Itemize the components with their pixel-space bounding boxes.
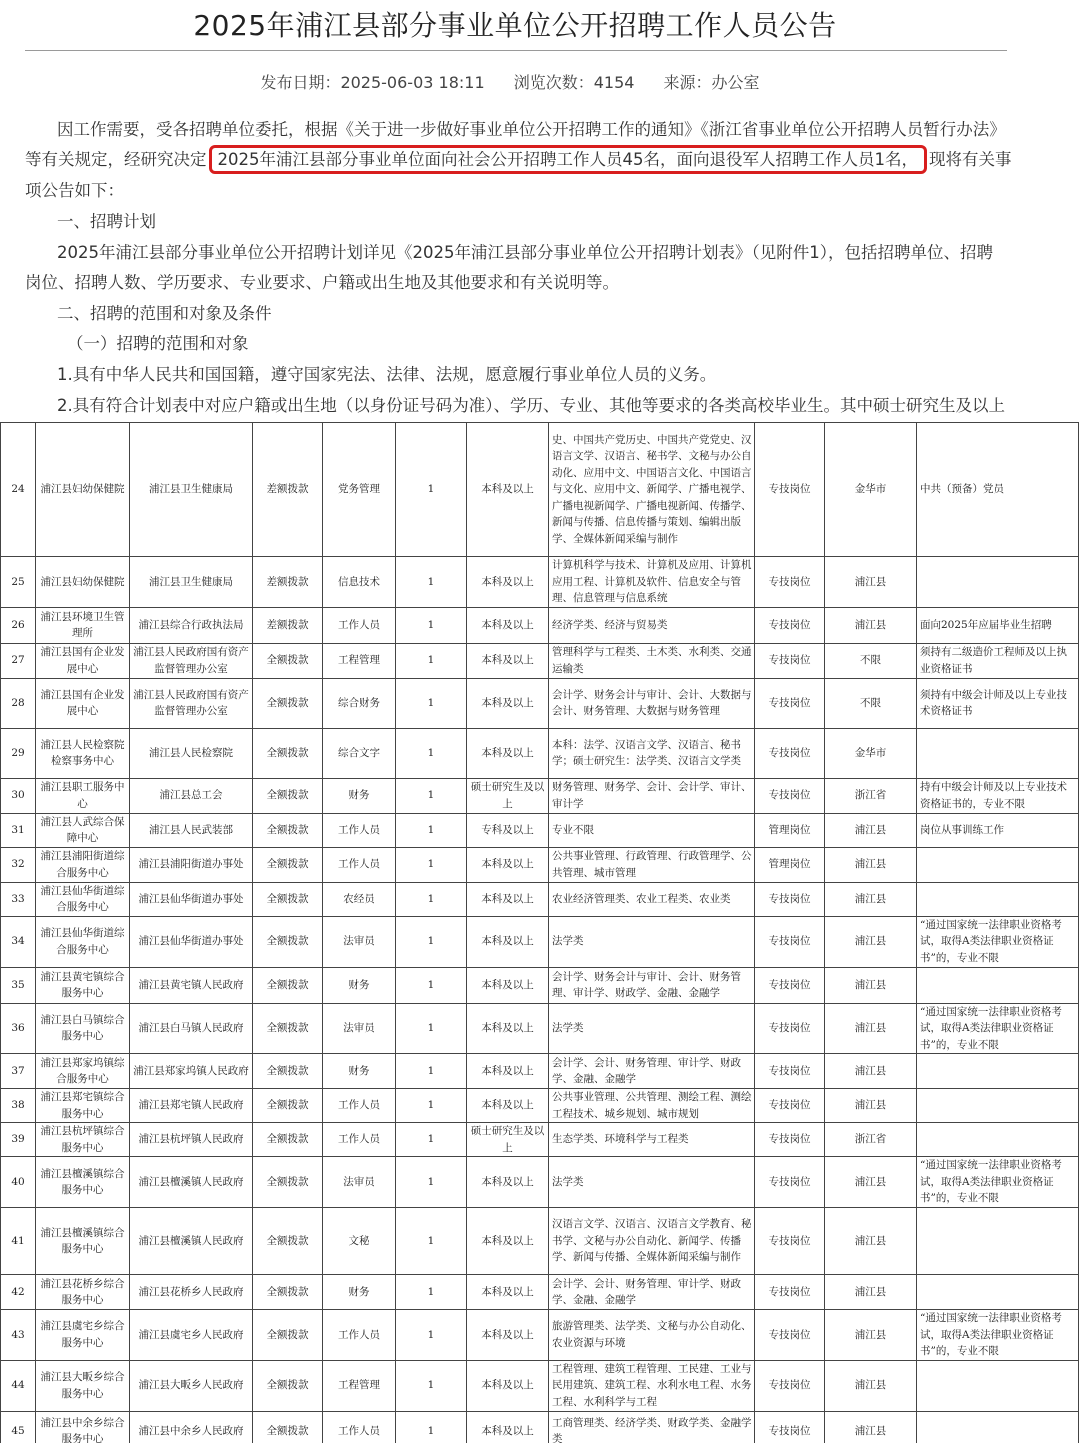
household-region-cell: 浦江县 (825, 916, 917, 967)
position-name-cell: 文秘 (323, 1208, 396, 1275)
major-requirement-cell: 生态学类、环境科学与工程类 (549, 1123, 755, 1157)
other-requirements-cell (917, 728, 1079, 778)
other-requirements-cell (917, 1123, 1079, 1157)
page-title: 2025年浦江县部分事业单位公开招聘工作人员公告 (193, 9, 837, 42)
table-row (1, 557, 1079, 608)
headcount-cell: 1 (396, 643, 467, 678)
position-name-cell: 工作人员 (323, 1123, 396, 1157)
headcount-cell: 1 (396, 1157, 467, 1208)
position-name-cell: 法审员 (323, 916, 396, 967)
household-region-cell: 浦江县 (825, 813, 917, 847)
recruiting-unit-cell: 浦江县人武综合保障中心 (36, 813, 130, 847)
row-number-cell: 25 (1, 557, 36, 608)
household-region-cell: 不限 (825, 678, 917, 728)
recruitment-plan-table-wrapper (0, 422, 1080, 1443)
position-category-cell: 专技岗位 (755, 1411, 825, 1443)
other-requirements-cell: 须持有中级会计师及以上专业技术资格证书 (917, 678, 1079, 728)
table-row (1, 423, 1079, 557)
major-requirement-cell: 会计学、会计、财务管理、审计学、财政学、金融、金融学 (549, 1275, 755, 1310)
supervising-department-cell: 浦江县人民武装部 (130, 813, 253, 847)
table-row (1, 967, 1079, 1003)
article-meta (0, 70, 1020, 93)
table-row (1, 847, 1079, 882)
position-category-cell: 专技岗位 (755, 916, 825, 967)
other-requirements-cell: 面向2025年应届毕业生招聘 (917, 607, 1079, 643)
education-requirement-cell: 专科及以上 (467, 813, 549, 847)
major-requirement-cell: 史、中国共产党历史、中国共产党党史、汉语言文学、汉语言、秘书学、文秘与办公自动化、应用中文、中国语言文化、中国语言与文化、应用中文、新闻学、广播电视学、广播电视新闻学、广播电视新闻、传播学、新闻与传播、信息传播与策划、编辑出版学、全媒体新闻采编与制作 (549, 423, 755, 557)
recruiting-unit-cell: 浦江县环境卫生管理所 (36, 607, 130, 643)
row-number-cell: 35 (1, 967, 36, 1003)
education-requirement-cell: 本科及以上 (467, 1003, 549, 1054)
recruiting-unit-cell: 浦江县黄宅镇综合服务中心 (36, 967, 130, 1003)
title-divider (25, 50, 1007, 51)
position-category-cell: 专技岗位 (755, 1208, 825, 1275)
position-name-cell: 财务 (323, 967, 396, 1003)
row-number-cell: 33 (1, 882, 36, 916)
other-requirements-cell (917, 557, 1079, 608)
row-number-cell: 30 (1, 778, 36, 813)
major-requirement-cell: 本科：法学、汉语言文学、汉语言、秘书学；硕士研究生：法学类、汉语言文学类 (549, 728, 755, 778)
major-requirement-cell: 工商管理类、经济学类、财政学类、金融学类 (549, 1411, 755, 1443)
position-name-cell: 信息技术 (323, 557, 396, 608)
household-region-cell: 浦江县 (825, 1275, 917, 1310)
other-requirements-cell: 中共（预备）党员 (917, 423, 1079, 557)
other-requirements-cell (917, 847, 1079, 882)
table-row (1, 728, 1079, 778)
position-name-cell: 财务 (323, 1054, 396, 1089)
position-name-cell: 综合文字 (323, 728, 396, 778)
funding-type-cell: 差额拨款 (253, 607, 323, 643)
supervising-department-cell: 浦江县白马镇人民政府 (130, 1003, 253, 1054)
intro-line-2 (25, 146, 1012, 170)
intro-line-2-pre: 等有关规定，经研究决定 (25, 150, 207, 169)
major-requirement-cell: 公共事业管理、公共管理、测绘工程、测绘工程技术、城乡规划、城市规划 (549, 1089, 755, 1123)
headcount-cell: 1 (396, 882, 467, 916)
table-row (1, 813, 1079, 847)
major-requirement-cell: 法学类 (549, 1157, 755, 1208)
condition-item-1: 1.具有中华人民共和国国籍，遵守国家宪法、法律、法规，愿意履行事业单位人员的义务。 (57, 365, 717, 384)
position-name-cell: 工作人员 (323, 847, 396, 882)
recruiting-unit-cell: 浦江县浦阳街道综合服务中心 (36, 847, 130, 882)
table-row (1, 1411, 1079, 1443)
funding-type-cell: 差额拨款 (253, 423, 323, 557)
supervising-department-cell: 浦江县卫生健康局 (130, 423, 253, 557)
supervising-department-cell: 浦江县郑家坞镇人民政府 (130, 1054, 253, 1089)
table-row (1, 1157, 1079, 1208)
other-requirements-cell (917, 882, 1079, 916)
headcount-cell: 1 (396, 1208, 467, 1275)
household-region-cell: 浦江县 (825, 1310, 917, 1361)
headcount-cell: 1 (396, 1054, 467, 1089)
row-number-cell: 45 (1, 1411, 36, 1443)
supervising-department-cell: 浦江县人民政府国有资产监督管理办公室 (130, 643, 253, 678)
supervising-department-cell: 浦江县檀溪镇人民政府 (130, 1157, 253, 1208)
recruitment-plan-table (0, 422, 1079, 1443)
education-requirement-cell: 本科及以上 (467, 916, 549, 967)
household-region-cell: 浦江县 (825, 967, 917, 1003)
position-category-cell: 专技岗位 (755, 643, 825, 678)
row-number-cell: 32 (1, 847, 36, 882)
supervising-department-cell: 浦江县郑宅镇人民政府 (130, 1089, 253, 1123)
education-requirement-cell: 本科及以上 (467, 1360, 549, 1411)
position-name-cell: 工程管理 (323, 1360, 396, 1411)
funding-type-cell: 全额拨款 (253, 1003, 323, 1054)
position-category-cell: 专技岗位 (755, 1054, 825, 1089)
intro-line-2-post: 现将有关事 (929, 150, 1012, 169)
other-requirements-cell (917, 1054, 1079, 1089)
row-number-cell: 39 (1, 1123, 36, 1157)
education-requirement-cell: 本科及以上 (467, 678, 549, 728)
recruiting-unit-cell: 浦江县虞宅乡综合服务中心 (36, 1310, 130, 1361)
row-number-cell: 31 (1, 813, 36, 847)
position-category-cell: 专技岗位 (755, 882, 825, 916)
position-category-cell: 专技岗位 (755, 1157, 825, 1208)
position-name-cell: 法审员 (323, 1003, 396, 1054)
position-category-cell: 专技岗位 (755, 778, 825, 813)
intro-line-1: 因工作需要，受各招聘单位委托，根据《关于进一步做好事业单位公开招聘工作的通知》《浙江省事业单位公开招聘人员暂行办法》 (57, 120, 1006, 139)
major-requirement-cell: 汉语言文学、汉语言、汉语言文学教育、秘书学、文秘与办公自动化、新闻学、传播学、新闻与传播、全媒体新闻采编与制作 (549, 1208, 755, 1275)
education-requirement-cell: 本科及以上 (467, 423, 549, 557)
education-requirement-cell: 本科及以上 (467, 643, 549, 678)
intro-line-3: 项公告如下： (25, 181, 124, 200)
section-1-line-1: 2025年浦江县部分事业单位公开招聘计划详见《2025年浦江县部分事业单位公开招聘计划表》（见附件1），包括招聘单位、招聘 (57, 243, 993, 262)
headcount-cell: 1 (396, 1411, 467, 1443)
education-requirement-cell: 本科及以上 (467, 882, 549, 916)
education-requirement-cell: 本科及以上 (467, 1157, 549, 1208)
position-category-cell: 专技岗位 (755, 1123, 825, 1157)
headcount-cell: 1 (396, 847, 467, 882)
position-name-cell: 工作人员 (323, 1411, 396, 1443)
position-name-cell: 党务管理 (323, 423, 396, 557)
household-region-cell: 金华市 (825, 728, 917, 778)
row-number-cell: 37 (1, 1054, 36, 1089)
major-requirement-cell: 法学类 (549, 1003, 755, 1054)
major-requirement-cell: 专业不限 (549, 813, 755, 847)
table-row (1, 882, 1079, 916)
row-number-cell: 29 (1, 728, 36, 778)
table-row (1, 1054, 1079, 1089)
recruiting-unit-cell: 浦江县花桥乡综合服务中心 (36, 1275, 130, 1310)
headcount-cell: 1 (396, 1123, 467, 1157)
major-requirement-cell: 会计学、财务会计与审计、会计、财务管理、审计学、财政学、金融、金融学 (549, 967, 755, 1003)
funding-type-cell: 全额拨款 (253, 1157, 323, 1208)
funding-type-cell: 全额拨款 (253, 643, 323, 678)
recruiting-unit-cell: 浦江县檀溪镇综合服务中心 (36, 1157, 130, 1208)
supervising-department-cell: 浦江县人民检察院 (130, 728, 253, 778)
funding-type-cell: 全额拨款 (253, 1054, 323, 1089)
headcount-cell: 1 (396, 557, 467, 608)
major-requirement-cell: 工程管理、建筑工程管理、工民建、工业与民用建筑、建筑工程、水利水电工程、水务工程、水利科学与工程 (549, 1360, 755, 1411)
table-row (1, 1089, 1079, 1123)
other-requirements-cell (917, 1089, 1079, 1123)
table-row (1, 1003, 1079, 1054)
household-region-cell: 浦江县 (825, 1003, 917, 1054)
education-requirement-cell: 本科及以上 (467, 1275, 549, 1310)
household-region-cell: 浦江县 (825, 1157, 917, 1208)
household-region-cell: 不限 (825, 643, 917, 678)
education-requirement-cell: 本科及以上 (467, 1310, 549, 1361)
education-requirement-cell: 硕士研究生及以上 (467, 1123, 549, 1157)
other-requirements-cell (917, 967, 1079, 1003)
headcount-cell: 1 (396, 778, 467, 813)
headcount-cell: 1 (396, 728, 467, 778)
household-region-cell: 浦江县 (825, 847, 917, 882)
household-region-cell: 浙江省 (825, 778, 917, 813)
row-number-cell: 27 (1, 643, 36, 678)
other-requirements-cell: “通过国家统一法律职业资格考试，取得A类法律职业资格证书”的，专业不限 (917, 916, 1079, 967)
position-category-cell: 专技岗位 (755, 423, 825, 557)
recruiting-unit-cell: 浦江县杭坪镇综合服务中心 (36, 1123, 130, 1157)
other-requirements-cell: 岗位从事训练工作 (917, 813, 1079, 847)
supervising-department-cell: 浦江县人民政府国有资产监督管理办公室 (130, 678, 253, 728)
other-requirements-cell: “通过国家统一法律职业资格考试，取得A类法律职业资格证书”的，专业不限 (917, 1310, 1079, 1361)
position-category-cell: 专技岗位 (755, 1360, 825, 1411)
table-row (1, 916, 1079, 967)
recruiting-unit-cell: 浦江县白马镇综合服务中心 (36, 1003, 130, 1054)
section-2-heading: 二、招聘的范围和对象及条件 (57, 304, 272, 323)
funding-type-cell: 全额拨款 (253, 1123, 323, 1157)
other-requirements-cell (917, 1360, 1079, 1411)
table-row (1, 678, 1079, 728)
source: 来源：办公室 (663, 73, 760, 92)
position-name-cell: 工作人员 (323, 1089, 396, 1123)
major-requirement-cell: 旅游管理类、法学类、文秘与办公自动化、农业资源与环境 (549, 1310, 755, 1361)
position-category-cell: 专技岗位 (755, 1310, 825, 1361)
education-requirement-cell: 本科及以上 (467, 557, 549, 608)
education-requirement-cell: 本科及以上 (467, 967, 549, 1003)
section-1-heading: 一、招聘计划 (57, 212, 156, 231)
row-number-cell: 34 (1, 916, 36, 967)
position-category-cell: 管理岗位 (755, 813, 825, 847)
recruiting-unit-cell: 浦江县大畈乡综合服务中心 (36, 1360, 130, 1411)
supervising-department-cell: 浦江县中余乡人民政府 (130, 1411, 253, 1443)
recruiting-unit-cell: 浦江县仙华街道综合服务中心 (36, 882, 130, 916)
education-requirement-cell: 本科及以上 (467, 1089, 549, 1123)
household-region-cell: 浦江县 (825, 1089, 917, 1123)
table-row (1, 607, 1079, 643)
funding-type-cell: 全额拨款 (253, 813, 323, 847)
recruiting-unit-cell: 浦江县檀溪镇综合服务中心 (36, 1208, 130, 1275)
table-row (1, 1208, 1079, 1275)
position-category-cell: 专技岗位 (755, 1275, 825, 1310)
headcount-cell: 1 (396, 607, 467, 643)
table-row (1, 1360, 1079, 1411)
education-requirement-cell: 本科及以上 (467, 847, 549, 882)
major-requirement-cell: 会计学、财务会计与审计、会计、大数据与会计、财务管理、大数据与财务管理 (549, 678, 755, 728)
education-requirement-cell: 本科及以上 (467, 1208, 549, 1275)
major-requirement-cell: 经济学类、经济与贸易类 (549, 607, 755, 643)
funding-type-cell: 全额拨款 (253, 1208, 323, 1275)
education-requirement-cell: 硕士研究生及以上 (467, 778, 549, 813)
headcount-cell: 1 (396, 1003, 467, 1054)
recruiting-unit-cell: 浦江县郑宅镇综合服务中心 (36, 1089, 130, 1123)
position-category-cell: 专技岗位 (755, 1089, 825, 1123)
supervising-department-cell: 浦江县卫生健康局 (130, 557, 253, 608)
funding-type-cell: 全额拨款 (253, 1275, 323, 1310)
funding-type-cell: 全额拨款 (253, 967, 323, 1003)
funding-type-cell: 全额拨款 (253, 778, 323, 813)
headcount-cell: 1 (396, 1089, 467, 1123)
row-number-cell: 42 (1, 1275, 36, 1310)
row-number-cell: 43 (1, 1310, 36, 1361)
position-category-cell: 专技岗位 (755, 557, 825, 608)
position-name-cell: 工作人员 (323, 607, 396, 643)
row-number-cell: 24 (1, 423, 36, 557)
supervising-department-cell: 浦江县仙华街道办事处 (130, 882, 253, 916)
row-number-cell: 44 (1, 1360, 36, 1411)
headcount-cell: 1 (396, 916, 467, 967)
recruiting-unit-cell: 浦江县人民检察院检察事务中心 (36, 728, 130, 778)
position-name-cell: 综合财务 (323, 678, 396, 728)
publish-date: 发布日期：2025-06-03 18:11 (260, 73, 485, 92)
other-requirements-cell: 持有中级会计师及以上专业技术资格证书的，专业不限 (917, 778, 1079, 813)
supervising-department-cell: 浦江县花桥乡人民政府 (130, 1275, 253, 1310)
funding-type-cell: 全额拨款 (253, 916, 323, 967)
major-requirement-cell: 农业经济管理类、农业工程类、农业类 (549, 882, 755, 916)
position-category-cell: 专技岗位 (755, 1003, 825, 1054)
recruiting-unit-cell: 浦江县仙华街道综合服务中心 (36, 916, 130, 967)
row-number-cell: 38 (1, 1089, 36, 1123)
headcount-cell: 1 (396, 423, 467, 557)
recruiting-unit-cell: 浦江县郑家坞镇综合服务中心 (36, 1054, 130, 1089)
position-category-cell: 专技岗位 (755, 967, 825, 1003)
highlighted-recruitment-count: 2025年浦江县部分事业单位面向社会公开招聘工作人员45名，面向退役军人招聘工作人员1名， (209, 145, 928, 174)
view-count: 浏览次数：4154 (513, 73, 635, 92)
position-name-cell: 农经员 (323, 882, 396, 916)
household-region-cell: 浦江县 (825, 1411, 917, 1443)
table-row (1, 778, 1079, 813)
household-region-cell: 浦江县 (825, 557, 917, 608)
condition-item-2: 2.具有符合计划表中对应户籍或出生地（以身份证号码为准）、学历、专业、其他等要求的各类高校毕业生。其中硕士研究生及以上 (57, 396, 1005, 415)
education-requirement-cell: 本科及以上 (467, 607, 549, 643)
funding-type-cell: 全额拨款 (253, 1310, 323, 1361)
supervising-department-cell: 浦江县黄宅镇人民政府 (130, 967, 253, 1003)
headcount-cell: 1 (396, 678, 467, 728)
other-requirements-cell (917, 1411, 1079, 1443)
position-name-cell: 工程管理 (323, 643, 396, 678)
supervising-department-cell: 浦江县大畈乡人民政府 (130, 1360, 253, 1411)
headcount-cell: 1 (396, 813, 467, 847)
education-requirement-cell: 本科及以上 (467, 1054, 549, 1089)
education-requirement-cell: 本科及以上 (467, 728, 549, 778)
headcount-cell: 1 (396, 1310, 467, 1361)
supervising-department-cell: 浦江县檀溪镇人民政府 (130, 1208, 253, 1275)
supervising-department-cell: 浦江县杭坪镇人民政府 (130, 1123, 253, 1157)
funding-type-cell: 差额拨款 (253, 557, 323, 608)
table-row (1, 643, 1079, 678)
funding-type-cell: 全额拨款 (253, 1360, 323, 1411)
household-region-cell: 金华市 (825, 423, 917, 557)
position-name-cell: 财务 (323, 1275, 396, 1310)
row-number-cell: 26 (1, 607, 36, 643)
table-row (1, 1275, 1079, 1310)
row-number-cell: 36 (1, 1003, 36, 1054)
major-requirement-cell: 管理科学与工程类、土木类、水利类、交通运输类 (549, 643, 755, 678)
table-row (1, 1310, 1079, 1361)
household-region-cell: 浦江县 (825, 607, 917, 643)
funding-type-cell: 全额拨款 (253, 678, 323, 728)
section-1-line-2: 岗位、招聘人数、学历要求、专业要求、户籍或出生地及其他要求和有关说明等。 (25, 273, 619, 292)
headcount-cell: 1 (396, 1275, 467, 1310)
section-2-subheading: （一）招聘的范围和对象 (67, 334, 249, 353)
household-region-cell: 浦江县 (825, 882, 917, 916)
headcount-cell: 1 (396, 967, 467, 1003)
position-name-cell: 财务 (323, 778, 396, 813)
headcount-cell: 1 (396, 1360, 467, 1411)
other-requirements-cell: 须持有二级造价工程师及以上执业资格证书 (917, 643, 1079, 678)
recruiting-unit-cell: 浦江县中余乡综合服务中心 (36, 1411, 130, 1443)
household-region-cell: 浙江省 (825, 1123, 917, 1157)
funding-type-cell: 全额拨款 (253, 847, 323, 882)
recruiting-unit-cell: 浦江县国有企业发展中心 (36, 678, 130, 728)
position-category-cell: 专技岗位 (755, 678, 825, 728)
supervising-department-cell: 浦江县综合行政执法局 (130, 607, 253, 643)
table-row (1, 1123, 1079, 1157)
major-requirement-cell: 计算机科学与技术、计算机及应用、计算机应用工程、计算机及软件、信息安全与管理、信息管理与信息系统 (549, 557, 755, 608)
major-requirement-cell: 公共事业管理、行政管理、行政管理学、公共管理、城市管理 (549, 847, 755, 882)
funding-type-cell: 全额拨款 (253, 882, 323, 916)
other-requirements-cell (917, 1208, 1079, 1275)
position-name-cell: 工作人员 (323, 813, 396, 847)
funding-type-cell: 全额拨款 (253, 1089, 323, 1123)
position-category-cell: 管理岗位 (755, 847, 825, 882)
other-requirements-cell: “通过国家统一法律职业资格考试，取得A类法律职业资格证书”的，专业不限 (917, 1157, 1079, 1208)
recruiting-unit-cell: 浦江县职工服务中心 (36, 778, 130, 813)
supervising-department-cell: 浦江县虞宅乡人民政府 (130, 1310, 253, 1361)
supervising-department-cell: 浦江县仙华街道办事处 (130, 916, 253, 967)
supervising-department-cell: 浦江县总工会 (130, 778, 253, 813)
household-region-cell: 浦江县 (825, 1360, 917, 1411)
position-category-cell: 专技岗位 (755, 728, 825, 778)
major-requirement-cell: 会计学、会计、财务管理、审计学、财政学、金融、金融学 (549, 1054, 755, 1089)
position-name-cell: 法审员 (323, 1157, 396, 1208)
funding-type-cell: 全额拨款 (253, 728, 323, 778)
position-category-cell: 专技岗位 (755, 607, 825, 643)
recruiting-unit-cell: 浦江县妇幼保健院 (36, 423, 130, 557)
supervising-department-cell: 浦江县浦阳街道办事处 (130, 847, 253, 882)
row-number-cell: 28 (1, 678, 36, 728)
recruiting-unit-cell: 浦江县妇幼保健院 (36, 557, 130, 608)
other-requirements-cell: “通过国家统一法律职业资格考试，取得A类法律职业资格证书”的，专业不限 (917, 1003, 1079, 1054)
position-name-cell: 工作人员 (323, 1310, 396, 1361)
major-requirement-cell: 财务管理、财务学、会计、会计学、审计、审计学 (549, 778, 755, 813)
other-requirements-cell (917, 1275, 1079, 1310)
household-region-cell: 浦江县 (825, 1208, 917, 1275)
funding-type-cell: 全额拨款 (253, 1411, 323, 1443)
recruiting-unit-cell: 浦江县国有企业发展中心 (36, 643, 130, 678)
row-number-cell: 41 (1, 1208, 36, 1275)
education-requirement-cell: 本科及以上 (467, 1411, 549, 1443)
major-requirement-cell: 法学类 (549, 916, 755, 967)
row-number-cell: 40 (1, 1157, 36, 1208)
household-region-cell: 浦江县 (825, 1054, 917, 1089)
